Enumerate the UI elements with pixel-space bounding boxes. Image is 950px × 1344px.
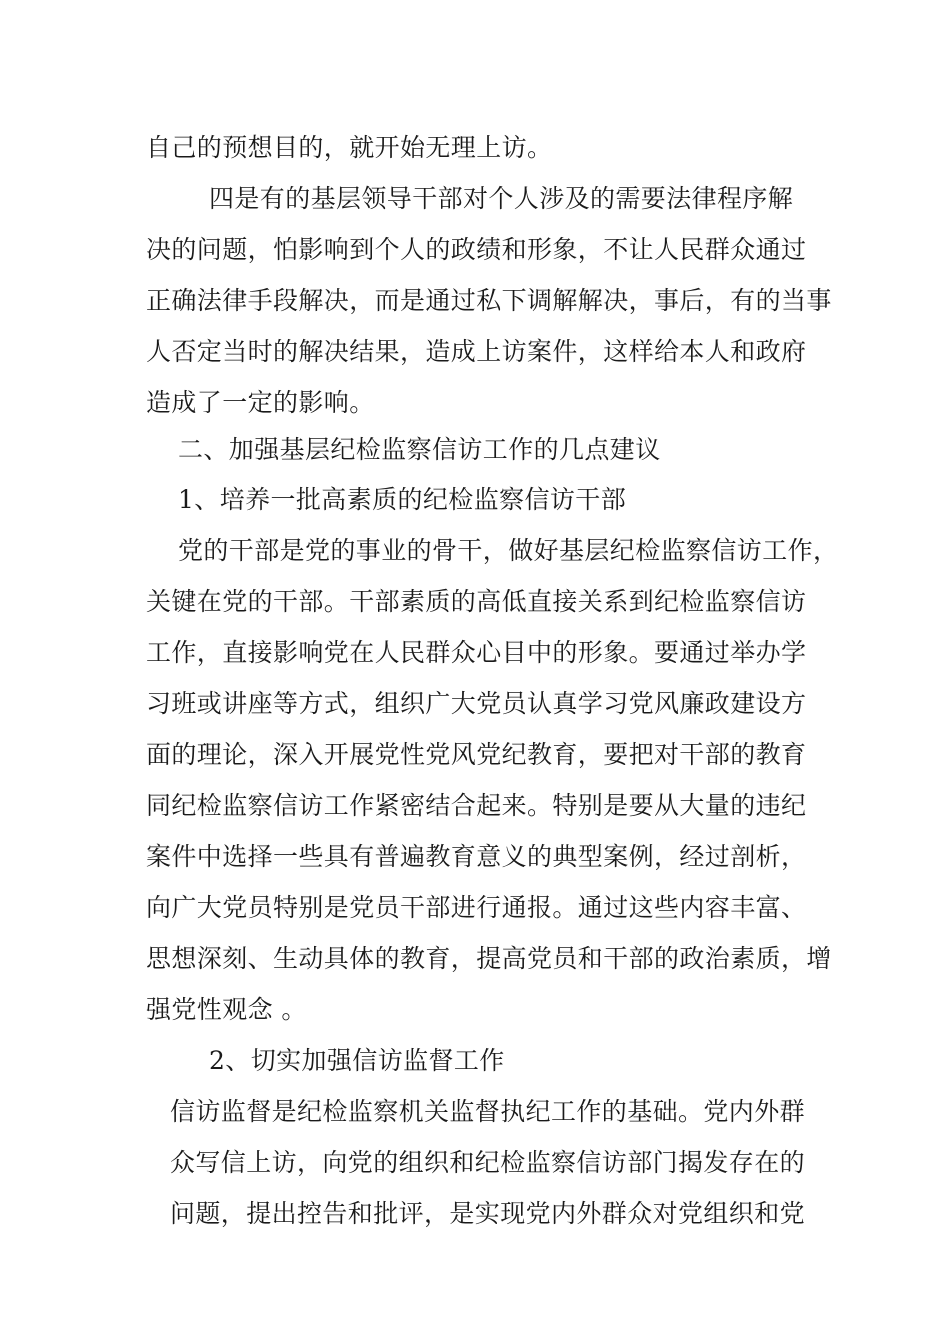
paragraph-line: 面的理论，深入开展党性党风党纪教育，要把对干部的教育 (146, 740, 807, 769)
section-heading: 二、加强基层纪检监察信访工作的几点建议 (178, 435, 661, 464)
paragraph-line: 工作，直接影响党在人民群众心目中的形象。要通过举办学 (146, 638, 807, 667)
paragraph-line: 案件中选择一些具有普遍教育意义的典型案例，经过剖析， (146, 842, 807, 871)
paragraph-line: 党的干部是党的事业的骨干，做好基层纪检监察信访工作， (178, 536, 839, 565)
paragraph-line: 决的问题，怕影响到个人的政绩和形象，不让人民群众通过 (146, 235, 807, 264)
paragraph-line: 造成了一定的影响。 (146, 388, 375, 417)
paragraph-line: 关键在党的干部。干部素质的高低直接关系到纪检监察信访 (146, 587, 807, 616)
paragraph-line: 众写信上访，向党的组织和纪检监察信访部门揭发存在的 (170, 1148, 806, 1177)
paragraph-line: 信访监督是纪检监察机关监督执纪工作的基础。党内外群 (170, 1097, 806, 1126)
subsection-heading: 2、切实加强信访监督工作 (209, 1046, 505, 1075)
paragraph-line: 正确法律手段解决，而是通过私下调解解决，事后，有的当事 (146, 286, 832, 315)
paragraph-line: 四是有的基层领导干部对个人涉及的需要法律程序解 (209, 184, 794, 213)
paragraph-line: 人否定当时的解决结果，造成上访案件，这样给本人和政府 (146, 337, 807, 366)
paragraph-line: 问题，提出控告和批评，是实现党内外群众对党组织和党 (170, 1199, 806, 1228)
paragraph-line: 习班或讲座等方式，组织广大党员认真学习党风廉政建设方 (146, 689, 807, 718)
paragraph-line: 向广大党员特别是党员干部进行通报。通过这些内容丰富、 (146, 893, 807, 922)
paragraph-line: 强党性观念 。 (146, 995, 307, 1024)
paragraph-line: 思想深刻、生动具体的教育，提高党员和干部的政治素质，增 (146, 944, 832, 973)
paragraph-line: 同纪检监察信访工作紧密结合起来。特别是要从大量的违纪 (146, 791, 807, 820)
paragraph-line: 自己的预想目的，就开始无理上访。 (146, 133, 553, 162)
subsection-heading: 1、培养一批高素质的纪检监察信访干部 (178, 485, 627, 514)
